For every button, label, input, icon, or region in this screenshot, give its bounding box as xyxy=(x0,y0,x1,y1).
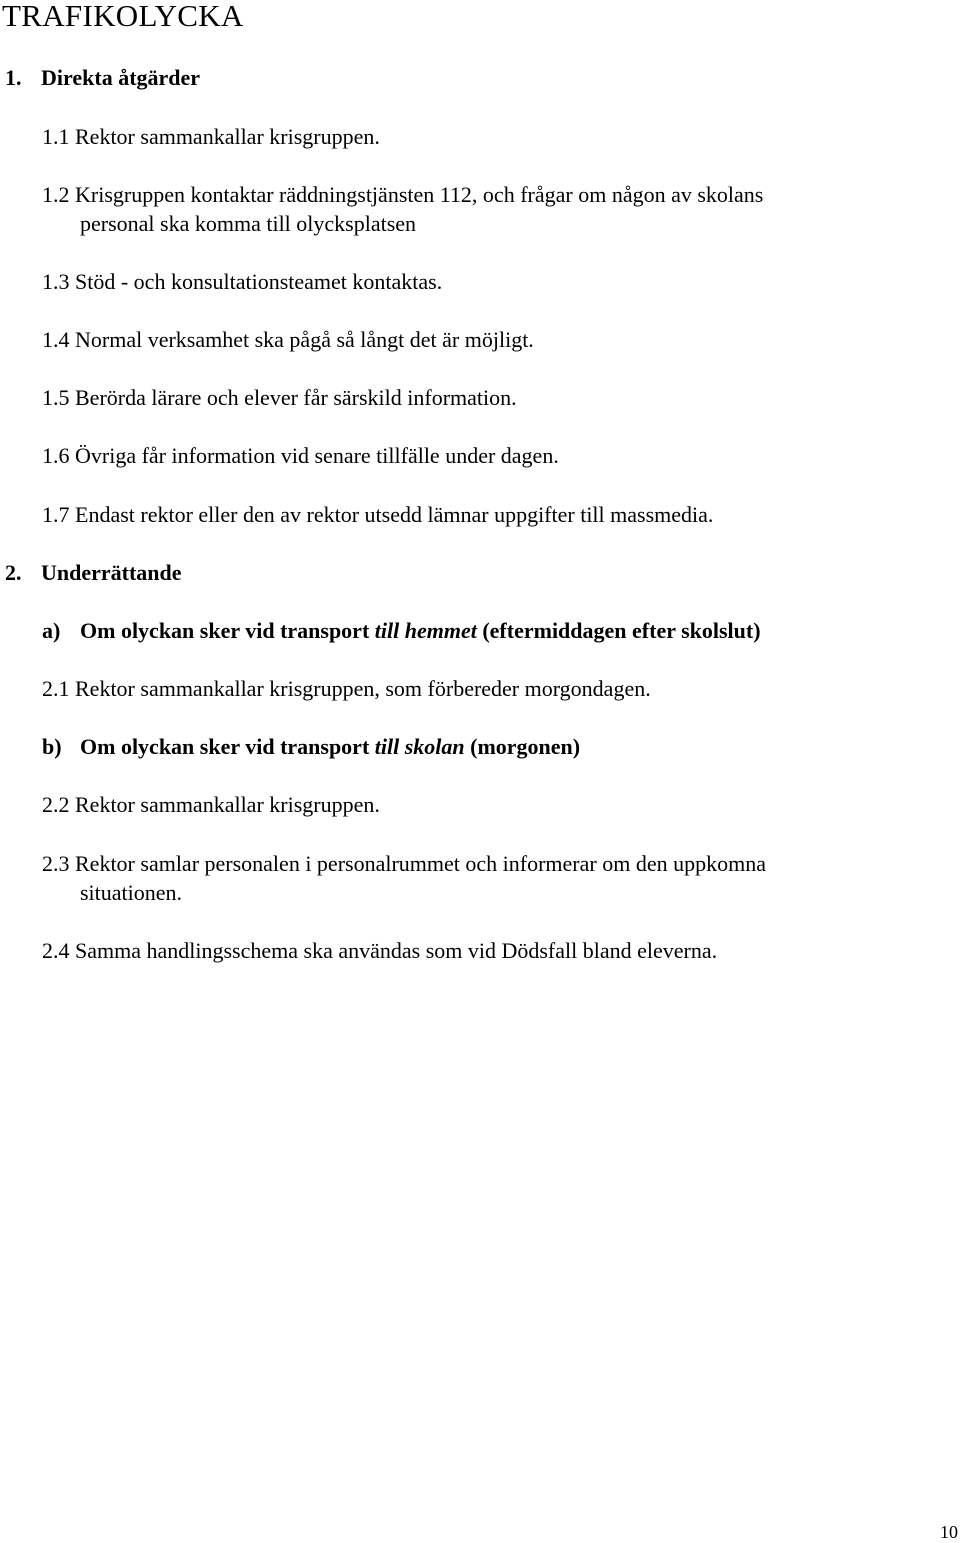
section-2-number: 2. xyxy=(5,560,22,585)
item-2-4-text: Samma handlingsschema ska användas som vid Dödsfall bland eleverna. xyxy=(75,938,718,963)
item-1-3 xyxy=(42,267,442,296)
item-2-4-number: 2.4 xyxy=(42,938,70,963)
item-1-7 xyxy=(42,500,713,529)
item-2-2-number: 2.2 xyxy=(42,792,70,817)
case-b-heading xyxy=(42,732,580,761)
item-1-7-text: Endast rektor eller den av rektor utsedd lämnar uppgifter till massmedia. xyxy=(75,502,714,527)
section-1-number: 1. xyxy=(5,65,22,90)
item-1-4-number: 1.4 xyxy=(42,327,70,352)
item-2-3-text: Rektor samlar personalen i personalrummet och informerar om den uppkomna xyxy=(75,851,766,876)
section-2-heading-text: Underrättande xyxy=(41,560,182,585)
item-1-6-number: 1.6 xyxy=(42,443,70,468)
case-a-tail: (eftermiddagen efter skolslut) xyxy=(476,618,761,643)
case-a-heading xyxy=(42,616,761,645)
section-2-heading xyxy=(5,558,182,587)
item-2-3 xyxy=(42,849,766,878)
item-2-2 xyxy=(42,790,380,819)
item-2-3-continuation: situationen. xyxy=(80,880,183,905)
item-1-2-continuation: personal ska komma till olycksplatsen xyxy=(80,211,417,236)
case-b-lead: Om olyckan sker vid transport xyxy=(80,734,375,759)
item-1-1 xyxy=(42,122,380,151)
item-1-4 xyxy=(42,325,534,354)
item-1-5-number: 1.5 xyxy=(42,385,70,410)
item-1-2 xyxy=(42,180,763,209)
case-a-letter: a) xyxy=(42,618,61,643)
item-2-2-text: Rektor sammankallar krisgruppen. xyxy=(75,792,380,817)
item-1-4-text: Normal verksamhet ska pågå så långt det är möjligt. xyxy=(75,327,534,352)
item-2-1-number: 2.1 xyxy=(42,676,70,701)
section-1-heading xyxy=(5,63,200,92)
case-b-tail: (morgonen) xyxy=(464,734,581,759)
item-1-2-number: 1.2 xyxy=(42,182,70,207)
item-1-3-number: 1.3 xyxy=(42,269,70,294)
item-1-5-text: Berörda lärare och elever får särskild information. xyxy=(75,385,517,410)
case-a-lead: Om olyckan sker vid transport xyxy=(80,618,375,643)
item-1-6 xyxy=(42,441,559,470)
item-2-3-number: 2.3 xyxy=(42,851,70,876)
item-1-6-text: Övriga får information vid senare tillfälle under dagen. xyxy=(75,443,559,468)
item-1-7-number: 1.7 xyxy=(42,502,70,527)
case-b-letter: b) xyxy=(42,734,62,759)
item-2-1-text: Rektor sammankallar krisgruppen, som förbereder morgondagen. xyxy=(75,676,651,701)
document-title: TRAFIKOLYCKA xyxy=(2,0,244,33)
item-2-4 xyxy=(42,936,717,965)
item-2-1 xyxy=(42,674,651,703)
case-b-emphasis: till skolan xyxy=(374,734,465,759)
item-1-1-text: Rektor sammankallar krisgruppen. xyxy=(75,124,380,149)
item-1-1-number: 1.1 xyxy=(42,124,70,149)
item-1-5 xyxy=(42,383,517,412)
section-1-heading-text: Direkta åtgärder xyxy=(41,65,201,90)
item-1-2-text: Krisgruppen kontaktar räddningstjänsten 112, och frågar om någon av skolans xyxy=(75,182,764,207)
item-1-3-text: Stöd - och konsultationsteamet kontaktas. xyxy=(75,269,443,294)
page-number: 10 xyxy=(940,1522,958,1542)
case-a-emphasis: till hemmet xyxy=(374,618,477,643)
